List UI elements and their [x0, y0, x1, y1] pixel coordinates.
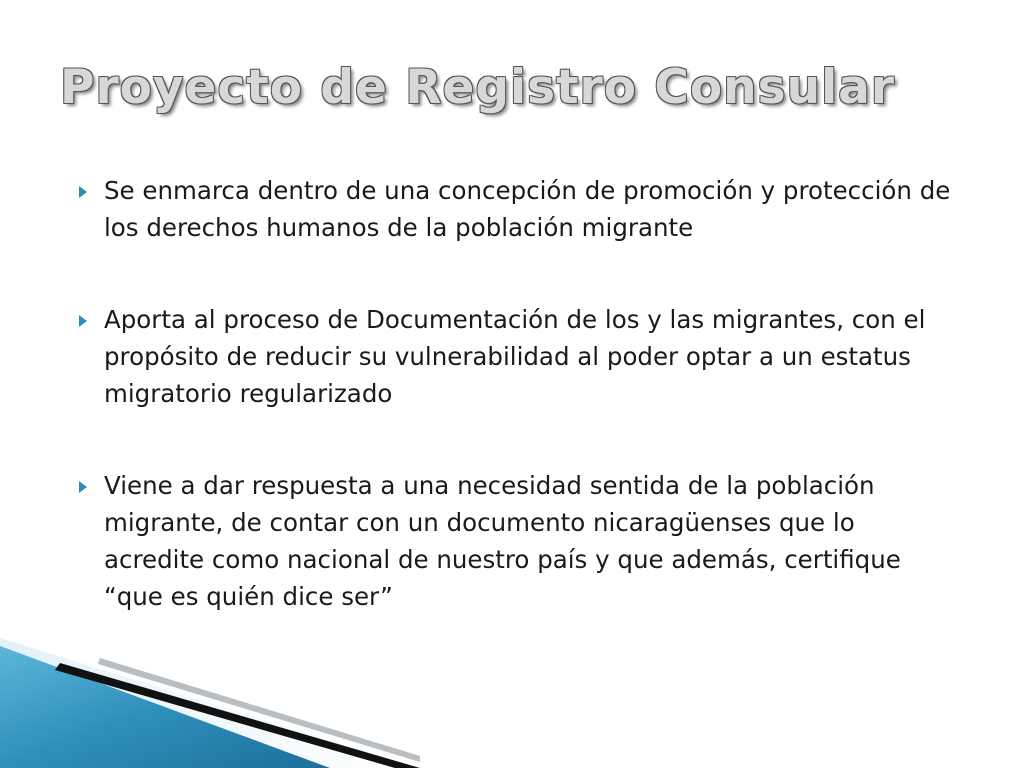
slide-title: Proyecto de Registro Consular — [60, 60, 896, 115]
bullet-item-3 — [76, 467, 956, 615]
bullet-text: Viene a dar respuesta a una necesidad sentida de la población migrante, de contar con un documento nicaragüenses que lo acredite como nacional de nuestro país y que además, certifique “que es quién dice ser” — [104, 471, 901, 611]
bullet-text: Aporta al proceso de Documentación de los y las migrantes, con el propósito de reducir su vulnerabilidad al poder optar a un estatus migratorio regularizado — [104, 305, 926, 408]
triangle-right-icon — [79, 186, 87, 198]
triangle-right-icon — [79, 481, 87, 493]
bullet-item-2 — [76, 301, 956, 412]
triangle-right-icon — [79, 315, 87, 327]
bullet-text: Se enmarca dentro de una concepción de promoción y protección de los derechos humanos de la población migrante — [104, 176, 951, 242]
bullet-item-1 — [76, 172, 956, 246]
corner-decoration — [0, 638, 420, 768]
bullet-list — [76, 172, 956, 670]
